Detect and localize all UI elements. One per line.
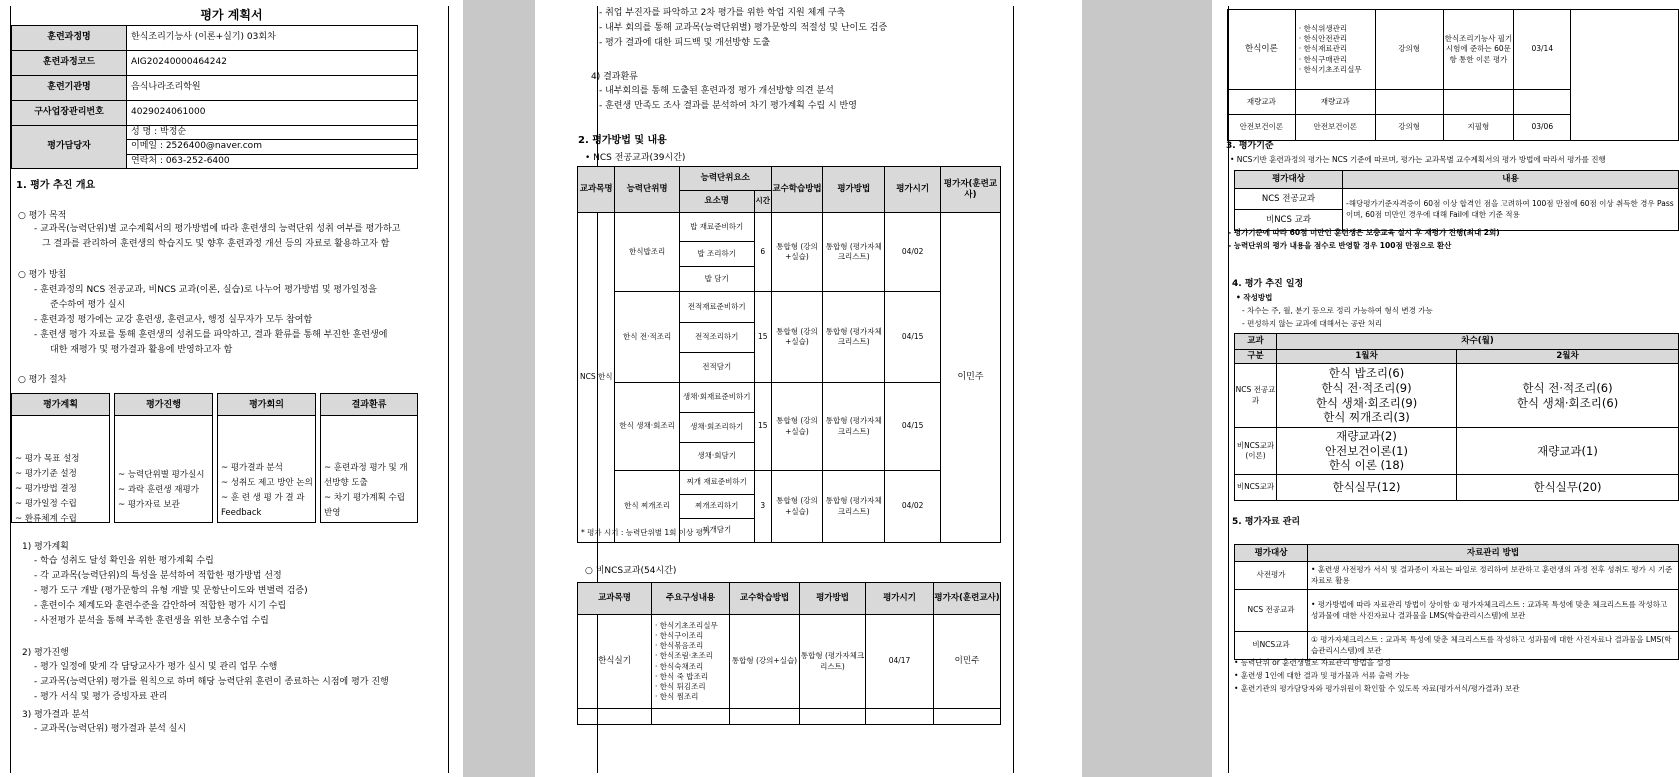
rater-email: 이메일 : 2526400@naver.com (127, 140, 417, 154)
cell-unit: 한식 생채·회조리 (615, 383, 679, 471)
cell-month-1 (1277, 364, 1457, 428)
cell-time: 04/15 (885, 292, 941, 383)
flow-step-plan (11, 393, 110, 523)
cell-elem: 전적조리하기 (679, 323, 754, 353)
schedule-item: 재량교과(2) (1336, 428, 1397, 443)
content-item: · 한식위생관리 (1298, 24, 1348, 34)
info-label: 훈련과정명 (12, 26, 127, 51)
subheading: 3) 평가결과 분석 (22, 710, 90, 720)
cell-elem: 찌개 재료준비하기 (679, 471, 754, 495)
table-row (1235, 562, 1679, 590)
cell-method: • 평가방법에 따라 자료관리 방법이 상이함 ① 평가자체크리스트 : 교과목 특성에 맞춘 체크리스트를 작성하고 성과물에 대한 사진자료나 결과물을 LMS(학습관리시스템)에 보관 (1308, 590, 1679, 632)
table-row (1228, 10, 1679, 90)
cell-month-2: 한식실무(20) (1457, 475, 1679, 501)
cell-time: 04/17 (866, 615, 934, 709)
text-line: - 차수는 주, 월, 분기 등으로 정리 가능하여 형식 변경 가능 (1242, 306, 1433, 315)
flow-item: ~ 평가일정 수립 (15, 499, 77, 509)
subheading: • NCS 전공교과(39시간) (585, 153, 686, 163)
cell-teach: 강의형 (1375, 115, 1443, 141)
cell-elem: 생채·회조리하기 (679, 413, 754, 443)
cell-method: • 훈련생 사전평가 서식 및 결과종이 자료는 파일로 정리하여 보관하고 훈련생의 과정 전후 성취도 평가 시 기준자료로 활용 (1308, 562, 1679, 590)
subheading: 4) 결과환류 (591, 72, 638, 82)
table-row (578, 615, 1001, 709)
text-line: - 교과목(능력단위)별 교수계획서의 평가방법에 따라 훈련생의 능력단위 성취 여부를 평가하고 (34, 224, 401, 234)
cell-subject: NCS 한식 (578, 213, 615, 543)
flow-item: ~ 훈 련 생 평 가 결 과 Feedback (221, 493, 305, 518)
cell-hours: 3 (754, 471, 771, 543)
flow-item: ~ 평가방법 결정 (15, 484, 77, 494)
cell-teach: 통합형 (강의+실습) (771, 213, 822, 292)
cell-month-2 (1457, 364, 1679, 428)
section-heading: 4. 평가 추진 일정 (1232, 279, 1304, 289)
col-header: 평가시기 (866, 583, 934, 615)
col-header: 구분 (1235, 350, 1277, 364)
content-item: · 한식숙채조리 (655, 661, 704, 671)
cell-target: NCS 전공교과 (1235, 189, 1343, 210)
content-item: · 한식구이조리 (655, 631, 704, 641)
text-line: - 훈련과정의 NCS 전공교과, 비NCS 교과(이론, 실습)로 나누어 평가방법 및 평가일정을 (34, 285, 377, 295)
text-line: - 교과목(능력단위) 평가결과 분석 실시 (34, 724, 187, 734)
text-line: - 훈련생 평가 자료를 통해 훈련생의 성취도를 파악하고, 결과 환류를 통해 부진한 훈련생에 (34, 330, 388, 340)
content-item: · 한식재료관리 (1298, 44, 1348, 54)
text-line: - 평가 도구 개발 (평가문항의 유형 개발 및 문항난이도와 변별력 검증) (34, 586, 308, 596)
schedule-item: 한식 생채·회조리(6) (1516, 395, 1619, 410)
cell-elem: 전적담기 (679, 353, 754, 383)
text-line: - 내부 회의를 통해 교과목(능력단위별) 평가문항의 적절성 및 난이도 검증 (599, 23, 888, 33)
rater-name: 성 명 : 박정순 (127, 126, 417, 140)
text-line: - 내부회의를 통해 도출된 훈련과정 평가 개선방향 의견 분석 (599, 86, 834, 96)
cell-subject: 한식이론 (1228, 10, 1296, 90)
schedule-item: 한식 이론 (18) (1328, 458, 1405, 473)
cell-elem: 찌개담기 (679, 519, 754, 543)
text-line: • 훈련생 1인에 대한 결과 및 평가물과 서류 출력 가능 (1234, 671, 1410, 680)
flow-step-feedback (320, 393, 418, 523)
cell-elem: 생채·회재료준비하기 (679, 383, 754, 413)
table-row (578, 213, 1001, 242)
cell-subject: 재량교과 (1228, 90, 1296, 115)
document-page-2 (535, 0, 1082, 777)
cell-elem: 밥 재료준비하기 (679, 213, 754, 242)
content-item: · 한식조림·초조리 (655, 651, 713, 661)
flow-step-title: 평가계획 (12, 394, 109, 416)
col-header: 평가자(훈련교사) (934, 583, 1001, 615)
table-row (1235, 364, 1679, 428)
cell-content (1295, 10, 1375, 90)
cell-elem: 전적재료준비하기 (679, 292, 754, 323)
cell-teach: 통합형 (강의+실습) (771, 383, 822, 471)
cell-teach: 통합형 (강의+실습) (730, 615, 800, 709)
subheading: ○ 평가 방침 (18, 270, 67, 280)
section-heading: 2. 평가방법 및 내용 (578, 135, 667, 146)
col-header: 평가자(훈련교사) (940, 167, 1000, 213)
text-line: - 취업 부진자를 파악하고 2차 평가를 위한 학업 지원 체계 구축 (599, 8, 846, 18)
text-line: - 교과목(능력단위) 평가를 원칙으로 하며 해당 능력단위 훈련이 종료하는 시점에 평가 진행 (34, 677, 389, 687)
text-line: - 평가기준에 따라 60점 미만인 훈련생은 보충교육 실시 후 재평가 진행(최대 2회) (1228, 228, 1500, 237)
cell-label: 비NCS교과 (1235, 475, 1277, 501)
cell-content: 안전보건이론 (1295, 115, 1375, 141)
cell-time: 04/02 (885, 213, 941, 292)
subheading: • 작성방법 (1236, 293, 1273, 302)
cell-target: 비NCS교과 (1235, 632, 1308, 660)
col-header: 내용 (1343, 171, 1679, 189)
non-ncs-table-continued (1227, 9, 1679, 141)
text-line: - 능력단위의 평가 내용을 점수로 반영할 경우 100점 만점으로 환산 (1228, 241, 1452, 250)
col-header: 평가대상 (1235, 545, 1308, 562)
schedule-table (1234, 333, 1679, 501)
flow-item: ~ 차기 평가계획 수립 반영 (324, 493, 405, 518)
subheading: 2) 평가진행 (22, 648, 69, 658)
text-line: - 편성하지 않는 교과에 대해서는 공란 처리 (1242, 319, 1383, 328)
text-line: • 훈련기관의 평가담당자와 평가위원이 확인할 수 있도록 자료(평가서식/평가결과) 보관 (1234, 684, 1520, 693)
col-header: 교수학습방법 (730, 583, 800, 615)
schedule-item: 안전보건이론(1) (1325, 443, 1408, 458)
flow-item: ~ 평가자료 보관 (118, 500, 180, 510)
cell-method: 지필형 (1443, 115, 1514, 141)
info-value: 4029024061000 (127, 101, 418, 126)
col-header: 교과 (1235, 334, 1277, 350)
cell-hours: 15 (754, 292, 771, 383)
flow-item: ~ 훈련과정 평가 및 개선방향 도출 (324, 463, 408, 488)
schedule-item: 한식 전·적조리(6) (1522, 380, 1613, 395)
text-line: - 각 교과목(능력단위)의 특성을 분석하여 적합한 평가방법 선정 (34, 571, 282, 581)
table-row (1235, 428, 1679, 475)
flow-item: ~ 평가기준 설정 (15, 469, 77, 479)
text-line: • NCS기반 훈련과정의 평가는 NCS 기준에 따르며, 평가는 교과목별 교수계획서의 평가 방법에 따라서 평가를 진행 (1230, 155, 1606, 164)
col-header: 요소명 (679, 191, 754, 213)
cell-hours: 6 (754, 213, 771, 292)
text-line: - 사전평가 분석을 통해 부족한 훈련생을 위한 보충수업 수립 (34, 616, 269, 626)
cell-teach (1375, 90, 1443, 115)
cell-time: 03/06 (1514, 115, 1571, 141)
col-header-group: 능력단위요소 (679, 167, 771, 191)
flow-item: ~ 환류체계 수립 (15, 514, 77, 524)
cell-month-1: 한식실무(12) (1277, 475, 1457, 501)
cell-method (1443, 90, 1514, 115)
cell-method: ① 평가자체크리스트 : 교과목 특성에 맞춘 체크리스트를 작성하고 성과물에 대한 사진자료나 결과물을 LMS(학습관리시스템)에 보관 (1308, 632, 1679, 660)
cell-hours: 15 (754, 383, 771, 471)
text-line: • 능력단위 or 훈련생별로 자료관리 방법을 설정 (1234, 658, 1391, 667)
cell-time: 04/02 (885, 471, 941, 543)
text-line: - 훈련과정 평가에는 교강 훈련생, 훈련교사, 행정 실무자가 모두 참여함 (34, 315, 313, 325)
cell-rater (1571, 10, 1679, 141)
cell-unit: 한식 찌개조리 (615, 471, 679, 543)
text-line: - 훈련이수 체계도와 훈련수준을 감안하여 적합한 평가 시기 수립 (34, 601, 287, 611)
course-info-table (11, 25, 418, 169)
cell-elem: 밥 담기 (679, 267, 754, 292)
col-header: 2월차 (1457, 350, 1679, 364)
flow-step-title: 결과환류 (321, 394, 417, 416)
cell-month-2: 재량교과(1) (1457, 428, 1679, 475)
cell-label: 비NCS교과(이론) (1235, 428, 1277, 475)
col-header: 평가방법 (800, 583, 866, 615)
flow-step-title: 평가진행 (115, 394, 212, 416)
cell-elem: 밥 조리하기 (679, 242, 754, 267)
cell-month-1 (1277, 428, 1457, 475)
col-header-group: 차수(월) (1277, 334, 1679, 350)
info-value: 한식조리기능사 (이론+실기) 03회차 (127, 26, 418, 51)
text-line: 그 결과를 관리하여 훈련생의 학습지도 및 향후 훈련과정 개선 등의 자료로 활용하고자 함 (42, 239, 390, 249)
section-heading: 1. 평가 추진 개요 (16, 180, 96, 191)
cell-teach: 통합형 (강의+실습) (771, 471, 822, 543)
cell-method: 통합형 (평가자체크리스트) (823, 383, 885, 471)
table-row (1235, 590, 1679, 632)
col-header: 주요구성내용 (652, 583, 730, 615)
info-value: AIG20240000464242 (127, 51, 418, 76)
table-row (578, 471, 1001, 495)
document-page-3 (1212, 0, 1679, 777)
flow-item: ~ 평가결과 분석 (221, 463, 283, 473)
col-header: 평가시기 (885, 167, 941, 213)
subheading: ○ 비NCS교과(54시간) (585, 566, 677, 576)
cell-method: 통합형 (평가자체크리스트) (823, 213, 885, 292)
info-label: 구사업장관리번호 (12, 101, 127, 126)
info-value: 음식나라조리학원 (127, 76, 418, 101)
cell-subject: 한식실기 (578, 615, 652, 709)
flow-item: ~ 능력단위별 평가실시 (118, 470, 205, 480)
table-row (578, 383, 1001, 413)
cell-target: 사전평가 (1235, 562, 1308, 590)
flow-item: ~ 성취도 제고 방안 논의 (221, 478, 313, 488)
cell-rater: 이민주 (940, 213, 1000, 543)
cell-unit: 한식 전·적조리 (615, 292, 679, 383)
cell-target: NCS 전공교과 (1235, 590, 1308, 632)
criteria-table (1234, 170, 1679, 231)
subheading: ○ 평가 목적 (18, 211, 67, 221)
cell-unit: 한식밥조리 (615, 213, 679, 292)
content-item: · 한식 죽 밥조리 (655, 671, 709, 681)
text-line: - 평가 일정에 맞게 각 담당교사가 평가 실시 및 관리 업무 수행 (34, 662, 278, 672)
data-management-table (1234, 544, 1679, 660)
col-header: 평가대상 (1235, 171, 1343, 189)
page-title: 평가 계획서 (200, 8, 263, 22)
text-line: - 학습 성취도 달성 확인을 위한 평가계획 수립 (34, 556, 214, 566)
cell-elem: 생채·회담기 (679, 443, 754, 471)
col-header: 교과목명 (578, 167, 615, 213)
text-line: 대한 재평가 및 평가결과 활용에 반영하고자 함 (50, 345, 233, 355)
col-header: 능력단위명 (615, 167, 679, 213)
cell-criteria: -해당평가기준자격증이 60점 이상 합격인 점을 고려하여 100점 만점에 60점 이상 취득한 경우 Pass이며, 60점 미만인 경우에 대해 Fail에 대한 기준 적용 (1343, 189, 1679, 231)
ncs-evaluation-table (577, 166, 1001, 543)
col-header: 교수학습방법 (771, 167, 822, 213)
cell-time: 03/14 (1514, 10, 1571, 90)
cell-label: NCS 전공교과 (1235, 364, 1277, 428)
flow-step-title: 평가회의 (218, 394, 315, 416)
content-item: · 한식안전관리 (1298, 34, 1348, 44)
table-row (1235, 475, 1679, 501)
content-item: · 한식기초조리실무 (655, 621, 718, 630)
cell-method: 한식조리기능사 필기시험에 준하는 60문항 통한 이론 평가 (1443, 10, 1514, 90)
cell-elem: 찌개조리하기 (679, 495, 754, 519)
rater-label: 평가담당자 (12, 126, 127, 169)
cell-method: 통합형 (평가자체크리스트) (823, 471, 885, 543)
col-header: 교과목명 (578, 583, 652, 615)
content-item: · 한식구매관리 (1298, 54, 1348, 64)
flow-item: ~ 과락 훈련생 재평가 (118, 485, 199, 495)
table-row (1235, 632, 1679, 660)
run-list (34, 660, 389, 705)
schedule-item: 한식 생채·회조리(9) (1315, 395, 1418, 410)
col-header: 자료관리 방법 (1308, 545, 1679, 562)
content-item: · 한식 찜조리 (655, 691, 699, 701)
cell-time (1514, 90, 1571, 115)
flow-item: ~ 평가 목표 설정 (15, 454, 80, 464)
info-label: 훈련기관명 (12, 76, 127, 101)
cell-teach: 통합형 (강의+실습) (771, 292, 822, 383)
text-line: - 평가 결과에 대한 피드백 및 개선방향 도출 (599, 38, 771, 48)
col-header: 1월차 (1277, 350, 1457, 364)
text-line: 준수하여 평가 실시 (50, 300, 126, 310)
cell-teach: 강의형 (1375, 10, 1443, 90)
subheading: ○ 평가 절차 (18, 375, 67, 385)
content-item: · 한식기초조리실무 (1298, 64, 1362, 74)
subheading: 1) 평가계획 (22, 542, 69, 552)
table-row (578, 292, 1001, 323)
schedule-item: 한식 밥조리(6) (1328, 365, 1405, 380)
info-label: 훈련과정코드 (12, 51, 127, 76)
section-heading: 3. 평가기준 (1226, 141, 1274, 151)
cell-content (652, 615, 730, 709)
cell-method: 통합형 (평가자체크리스트) (800, 615, 866, 709)
col-header: 평가방법 (823, 167, 885, 213)
content-item: · 한식볶음조리 (655, 641, 704, 651)
schedule-item: 한식 찌개조리(3) (1323, 410, 1410, 425)
section-heading: 5. 평가자료 관리 (1232, 517, 1301, 527)
table-note: * 평가 시기 : 능력단위별 1회 이상 평가 (581, 528, 711, 537)
cell-target: 비NCS 교과 (1235, 210, 1343, 231)
cell-time: 04/15 (885, 383, 941, 471)
cell-method: 통합형 (평가자체크리스트) (823, 292, 885, 383)
document-page-1 (0, 0, 463, 777)
text-line: - 훈련생 만족도 조사 결과를 분석하여 차기 평가계획 수립 시 반영 (599, 101, 857, 111)
schedule-item: 한식 전·적조리(9) (1321, 380, 1412, 395)
table-row (1235, 189, 1679, 210)
flow-step-run (114, 393, 213, 523)
flow-step-meeting (217, 393, 316, 523)
text-line: - 평가 서식 및 평가 증빙자료 관리 (34, 692, 168, 702)
col-header: 시간 (754, 191, 771, 213)
plan-list (34, 554, 308, 629)
cell-content: 재량교과 (1295, 90, 1375, 115)
content-item: · 한식 튀김조리 (655, 681, 706, 691)
table-row (578, 709, 1001, 725)
cell-rater: 이민주 (934, 615, 1001, 709)
cell-subject: 안전보건이론 (1228, 115, 1296, 141)
rater-phone: 연락처 : 063-252-6400 (131, 155, 230, 166)
non-ncs-evaluation-table (577, 582, 1001, 725)
